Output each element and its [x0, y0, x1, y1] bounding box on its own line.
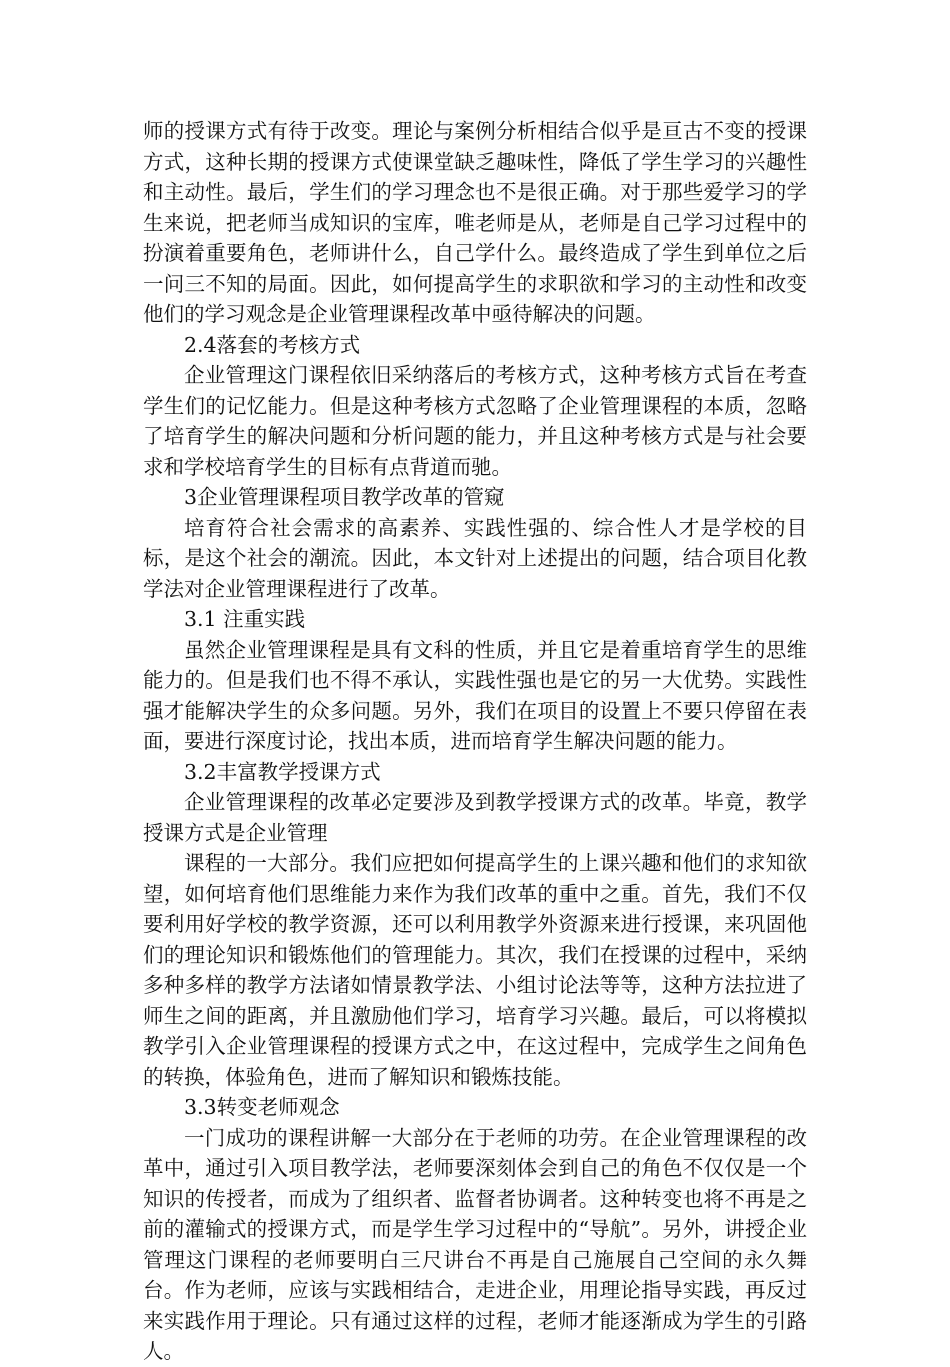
section-heading-3-3: 3.3转变老师观念	[184, 1095, 340, 1119]
paragraph-practice: 虽然企业管理课程是具有文科的性质，并且它是着重培育学生的思维能力的。但是我们也不得不承认，实践性强也是它的另一大优势。实践性强才能解决学生的众多问题。另外，我们在项目的设置上不要只停留在表面，要进行深度讨论，找出本质，进而培育学生解决问题的能力。	[143, 637, 807, 753]
section-heading-2-4: 2.4落套的考核方式	[184, 332, 361, 357]
paragraph-assessment: 企业管理这门课程依旧采纳落后的考核方式，这种考核方式旨在考查学生们的记忆能力。但是这种考核方式忽略了企业管理课程的本质，忽略了培育学生的解决问题和分析问题的能力，并且这种考核方式是与社会要求和学校培育学生的目标有点背道而驰。	[143, 363, 807, 479]
section-heading-3-2: 3.2丰富教学授课方式	[184, 759, 381, 784]
section-heading-3-1: 3.1 注重实践	[184, 607, 306, 631]
document-body	[143, 116, 807, 1367]
paragraph-teaching-methods: 课程的一大部分。我们应把如何提高学生的上课兴趣和他们的求知欲望，如何培育他们思维能力来作为我们改革的重中之重。首先，我们不仅要利用好学校的教学资源，还可以利用教学外资源来进行授课，来巩固他们的理论知识和锻炼他们的管理能力。其次，我们在授课的过程中，采纳多种多样的教学方法诸如情景教学法、小组讨论法等等，这种方法拉进了师生之间的距离，并且激励他们学习，培育学习兴趣。最后，可以将模拟教学引入企业管理课程的授课方式之中，在这过程中，完成学生之间角色的转换，体验角色，进而了解知识和锻炼技能。	[143, 851, 807, 1089]
paragraph-reform-goal: 培育符合社会需求的高素养、实践性强的、综合性人才是学校的目标，是这个社会的潮流。因此，本文针对上述提出的问题，结合项目化教学法对企业管理课程进行了改革。	[143, 515, 807, 601]
paragraph-teaching-methods-intro: 企业管理课程的改革必定要涉及到教学授课方式的改革。毕竟，教学授课方式是企业管理	[143, 790, 807, 845]
section-heading-3: 3企业管理课程项目教学改革的管窥	[184, 485, 505, 509]
paragraph-intro: 师的授课方式有待于改变。理论与案例分析相结合似乎是亘古不变的授课方式，这种长期的授课方式使课堂缺乏趣味性，降低了学生学习的兴趣性和主动性。最后，学生们的学习理念也不是很正确。对于那些爱学习的学生来说，把老师当成知识的宝库，唯老师是从，老师是自己学习过程中的扮演着重要角色，老师讲什么，自己学什么。最终造成了学生到单位之后一问三不知的局面。因此，如何提高学生的求职欲和学习的主动性和改变他们的学习观念是企业管理课程改革中亟待解决的问题。	[143, 119, 807, 326]
paragraph-teacher-role: 一门成功的课程讲解一大部分在于老师的功劳。在企业管理课程的改革中，通过引入项目教学法，老师要深刻体会到自己的角色不仅仅是一个知识的传授者，而成为了组织者、监督者协调者。这种转变也将不再是之前的灌输式的授课方式，而是学生学习过程中的“导航”。另外，讲授企业管理这门课程的老师要明白三尺讲台不再是自己施展自己空间的永久舞台。作为老师，应该与实践相结合，走进企业，用理论指导实践，再反过来实践作用于理论。只有通过这样的过程，老师才能逐渐成为学生的引路人。	[143, 1125, 807, 1363]
